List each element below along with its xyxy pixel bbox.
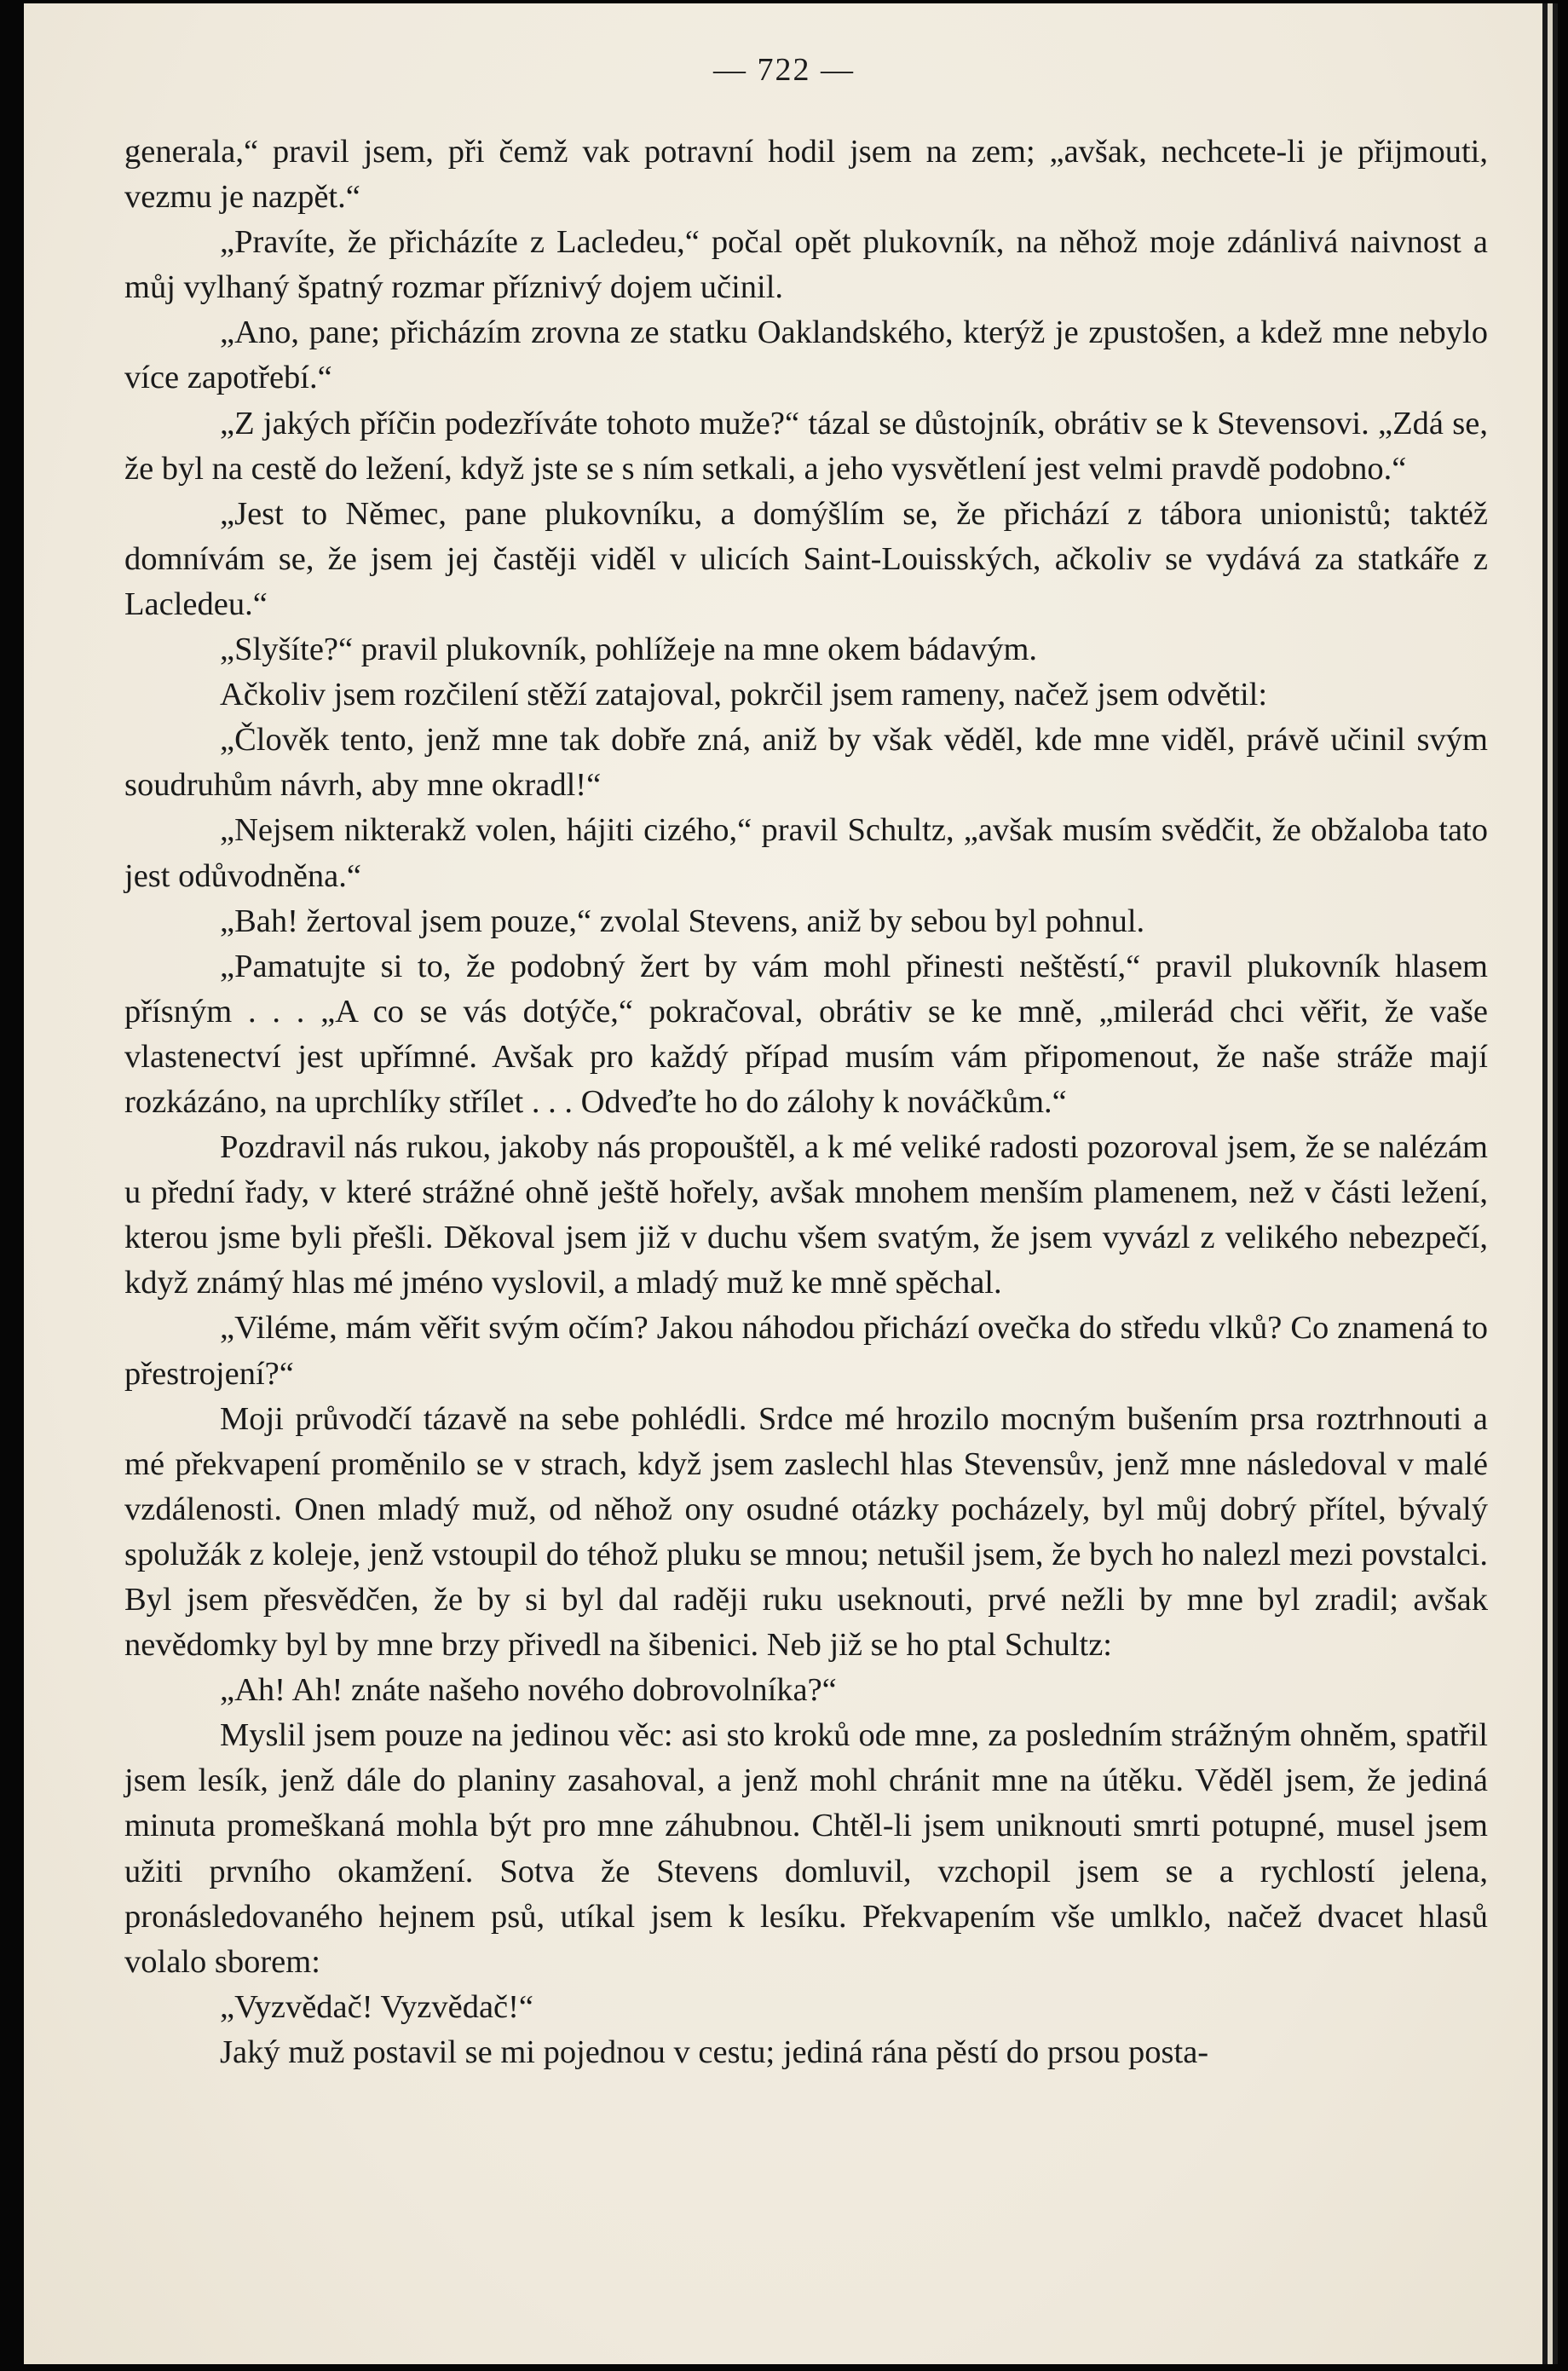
page-edge-strip: [1548, 3, 1553, 2364]
paragraph: „Ah! Ah! znáte našeho nového dobrovolníka?“: [220, 1672, 837, 1709]
paragraph: „Jest to Němec, pane plukovníku, a domýšlím se, že přichází z tábora unionistů; taktéž domnívám se, že jsem jej častěji viděl v ulicích Saint-Louisských, ačkoliv se vydává za statkáře z Lacledeu.“: [124, 495, 1488, 622]
paragraph: „Bah! žertoval jsem pouze,“ zvolal Stevens, aniž by sebou byl pohnul.: [220, 903, 1145, 939]
paragraph: „Nejsem nikterakž volen, hájiti cizého,“ pravil Schultz, „avšak musím svědčit, že obžaloba tato jest odůvodněna.“: [124, 812, 1488, 894]
paragraph: Pozdravil nás rukou, jakoby nás propouštěl, a k mé veliké radosti pozoroval jsem, že se nalézám u přední řady, v které strážné ohně ještě hořely, avšak mnohem menším plamenem, než v části ležení, kterou jsme byli přešli. Děkoval jsem již v duchu všem svatým, že jsem vyvázl z velikého nebezpečí, když známý hlas mé jméno vyslovil, a mladý muž ke mně spěchal.: [124, 1129, 1488, 1301]
paragraph: „Ano, pane; přicházím zrovna ze statku Oaklandského, kterýž je zpustošen, a kdež mne nebylo více zapotřebí.“: [124, 314, 1488, 396]
paragraph: generala,“ pravil jsem, při čemž vak potravní hodil jsem na zem; „avšak, nechcete-li je přijmouti, vezmu je nazpět.“: [124, 134, 1488, 216]
paragraph: „Z jakých příčin podezříváte tohoto muže?“ tázal se důstojník, obrátiv se k Stevensovi. „Zdá se, že byl na cestě do ležení, když jste se s ním setkali, a jeho vysvětlení jest velmi pravdě podobno.“: [124, 405, 1488, 487]
paragraph: „Slyšíte?“ pravil plukovník, pohlížeje na mne okem bádavým.: [220, 632, 1038, 668]
paragraph: „Pravíte, že přicházíte z Lacledeu,“ počal opět plukovník, na něhož moje zdánlivá naivnost a můj vylhaný špatný rozmar příznivý dojem učinil.: [124, 224, 1488, 306]
paragraph: Myslil jsem pouze na jedinou věc: asi sto kroků ode mne, za posledním strážným ohněm, spatřil jsem lesík, jenž dále do planiny zasahoval, a jenž mohl chránit mne na útěku. Věděl jsem, že jediná minuta promeškaná mohla být pro mne záhubnou. Chtěl-li jsem uniknouti smrti potupné, musel jsem užiti prvního okamžení. Sotva že Stevens domluvil, vzchopil jsem se a rychlostí jelena, pronásledovaného hejnem psů, utíkal jsem k lesíku. Překvapením vše umlklo, načež dvacet hlasů volalo sborem:: [124, 1717, 1488, 1980]
paragraph: Ačkoliv jsem rozčilení stěží zatajoval, pokrčil jsem rameny, načež jsem odvětil:: [220, 677, 1268, 713]
page-body: [124, 130, 1488, 2075]
paragraph: „Člověk tento, jenž mne tak dobře zná, aniž by však věděl, kde mne viděl, právě učinil svým soudruhům návrh, aby mne okradl!“: [124, 722, 1488, 804]
page-number: — 722 —: [713, 52, 855, 88]
paragraph: „Vyzvědač! Vyzvědač!“: [220, 1988, 534, 2025]
paragraph: Jaký muž postavil se mi pojednou v cestu; jediná rána pěstí do prsou posta-: [220, 2034, 1209, 2070]
paragraph: „Pamatujte si to, že podobný žert by vám mohl přinesti neštěstí,“ pravil plukovník hlasem přísným . . . „A co se vás dotýče,“ pokračoval, obrátiv se ke mně, „milerád chci věřit, že vaše vlastenectví jest upřímné. Avšak pro každý případ musím vám připomenout, že naše stráže mají rozkázáno, na uprchlíky střílet . . . Odveďte ho do zálohy k nováčkům.“: [124, 948, 1488, 1120]
paragraph: „Viléme, mám věřit svým očím? Jakou náhodou přichází ovečka do středu vlků? Co znamená to přestrojení?“: [124, 1310, 1488, 1392]
paragraph: Moji průvodčí tázavě na sebe pohlédli. Srdce mé hrozilo mocným bušením prsa roztrhnouti a mé překvapení proměnilo se v strach, když jsem zaslechl hlas Stevensův, jenž mne následoval v malé vzdálenosti. Onen mladý muž, od něhož ony osudné otázky pocházely, byl můj dobrý přítel, bývalý spolužák z koleje, jenž vstoupil do téhož pluku se mnou; netušil jsem, že bych ho nalezl mezi povstalci. Byl jsem přesvědčen, že by si byl dal raději ruku useknouti, prvé nežli by mne byl zradil; avšak nevědomky byl by mne brzy přivedl na šibenici. Neb již se ho ptal Schultz:: [124, 1400, 1488, 1664]
